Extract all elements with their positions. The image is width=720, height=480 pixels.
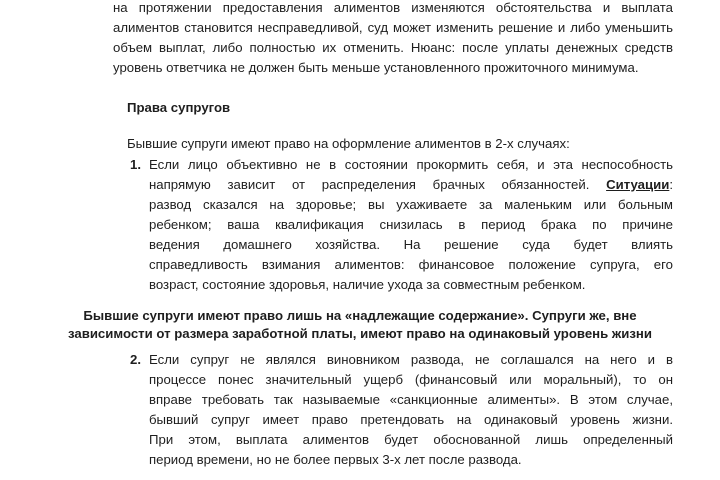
- intro-line-1: на протяжении предоставления алиментов изменяются обстоятельства и выплата: [113, 0, 673, 15]
- list-item-2-line-5: При этом, выплата алиментов будет обоснованной лишь определенный: [149, 432, 673, 447]
- emphasis-line-2: зависимости от размера заработной платы, имеют право на одинаковый уровень жизни: [68, 326, 652, 341]
- list-item-2-line-3: вправе требовать так называемые «санкционные алименты». В этом случае,: [149, 392, 673, 407]
- list-item-1-line-6: справедливость взимания алиментов: финансовое положение супруга, его: [149, 257, 673, 272]
- list-item-1-line-2-text: напрямую зависит от распределения брачных обязанностей.: [149, 177, 590, 192]
- list-item-2-line-1: Если супруг не являлся виновником развода, не соглашался на него и в: [149, 352, 673, 367]
- list-item-1-line-5: ведения домашнего хозяйства. На решение суда будет влиять: [149, 237, 673, 252]
- list-item-1-line-1: Если лицо объективно не в состоянии прокормить себя, и эта неспособность: [149, 157, 673, 172]
- intro-line-2: алиментов становится несправедливой, суд может изменить решение и либо уменьшить: [113, 20, 673, 35]
- section-lead: Бывшие супруги имеют право на оформление алиментов в 2-х случаях:: [127, 136, 570, 151]
- list-item-1-line-7: возраст, состояние здоровья, наличие ухода за совместным ребенком.: [149, 277, 586, 292]
- intro-line-3: объем выплат, либо полностью их отменить. Нюанс: после уплаты денежных средств: [113, 40, 673, 55]
- emphasis-line-1: Бывшие супруги имеют право лишь на «надлежащие содержание». Супруги же, вне: [83, 308, 637, 323]
- list-item-2-line-2: процессе понес значительный ущерб (финансовый или моральный), то он: [149, 372, 673, 387]
- list-item-1-line-4: ребенком; ваша квалификация снизилась в период брака по причине: [149, 217, 673, 232]
- list-item-1-number: 1.: [130, 157, 141, 172]
- list-item-1-keyword-suffix: :: [669, 177, 673, 192]
- list-item-1-keyword: Ситуации: [606, 177, 670, 192]
- section-heading: Права супругов: [127, 100, 231, 115]
- list-item-2-line-4: бывший супруг имеет право претендовать на одинаковый уровень жизни.: [149, 412, 673, 427]
- list-item-2-line-6: период времени, но не более первых 3-х лет после развода.: [149, 452, 522, 467]
- intro-line-4: уровень ответчика не должен быть меньше установленного прожиточного минимума.: [113, 60, 639, 75]
- list-item-1-line-3: развод сказался на здоровье; вы ухаживаете за маленьким или больным: [149, 197, 673, 212]
- list-item-1-line-2: [149, 177, 673, 193]
- list-item-2-number: 2.: [130, 352, 141, 367]
